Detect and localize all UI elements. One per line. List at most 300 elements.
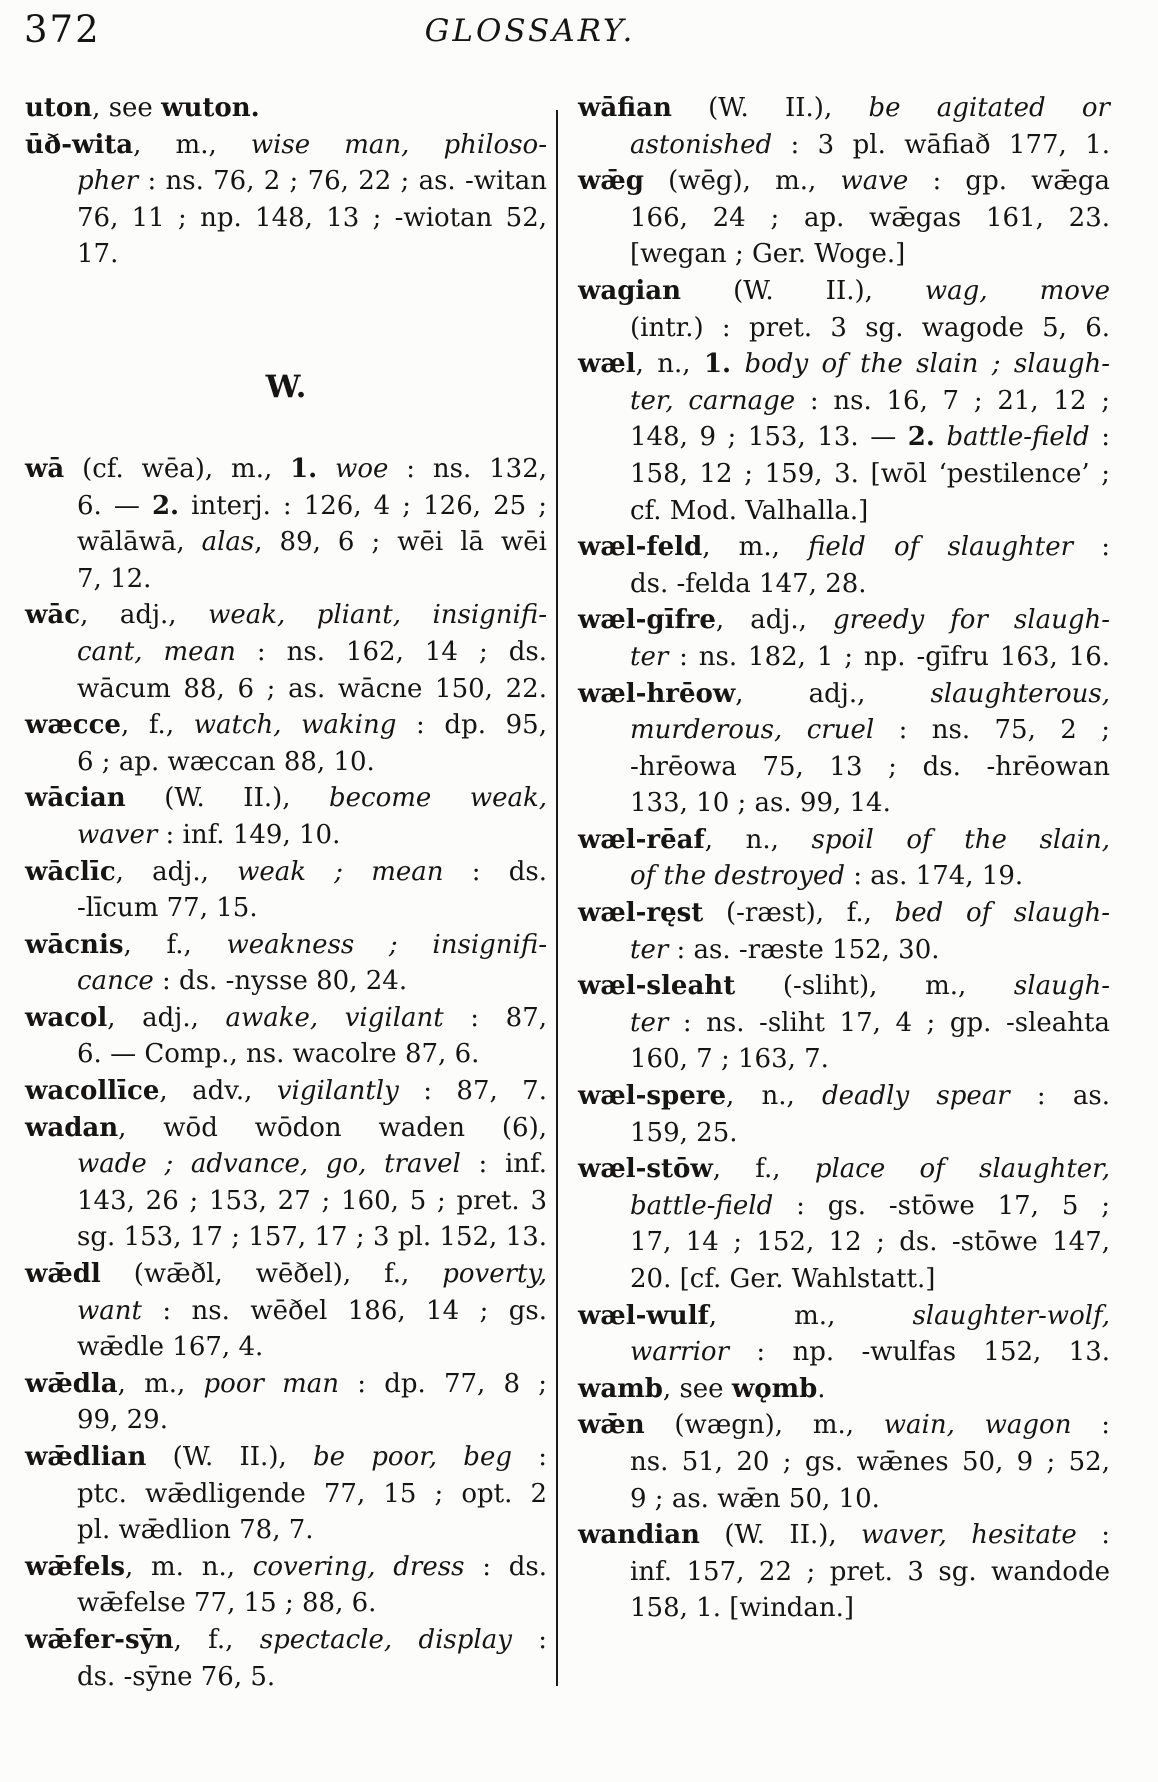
headword-or-bold-text: wæcce [25,710,121,741]
entry-text: , f., [173,1624,260,1655]
entry-line [25,1000,547,1037]
gloss-italic-text: waver, hesitate [861,1520,1077,1551]
glossary-entry [25,1110,547,1256]
entry-text: (-sliht), m., [735,971,1014,1002]
entry-text: 158, 12 ; 159, 3. [wōl ‘pestilence’ ; [630,458,1110,489]
gloss-italic-text: ter, carnage [630,385,796,416]
entry-text: : 3 pl. wāfiað 177, 1. [772,129,1110,160]
entry-line [578,1444,1110,1481]
glossary-entry [578,602,1110,675]
headword-or-bold-text: 2. [151,490,180,521]
entry-text: : [1076,1520,1110,1551]
page-number: 372 [24,8,101,51]
entry-line [578,1481,1110,1518]
entry-text: 133, 10 ; as. 99, 14. [630,788,891,819]
gloss-italic-text: wade ; advance, go, travel [77,1149,461,1180]
entry-text: sg. 153, 17 ; 157, 17 ; 3 pl. 152, 13. [77,1222,547,1253]
entry-text: (W. II.), [125,783,330,814]
entry-text: 158, 1. [windan.] [630,1593,854,1624]
entry-line [25,707,547,744]
entry-text: (cf. wēa), m., [64,453,291,484]
entry-line [25,1439,547,1476]
entry-line [578,200,1110,237]
entry-text: : 87, 7. [398,1076,547,1107]
entry-line [578,1188,1110,1225]
headword-or-bold-text: wæl-rēaf [578,824,705,855]
gloss-italic-text: wave [840,166,909,197]
glossary-entry [25,90,547,127]
headword-or-bold-text: 2. [907,422,935,453]
glossary-entry [578,346,1110,529]
entry-text: wǣdle 167, 4. [77,1332,264,1363]
headword-or-bold-text: wuton. [161,93,260,123]
gloss-italic-text: ter [630,1007,669,1038]
gloss-italic-text: wise man, philoso- [250,129,547,160]
entry-line [25,1110,547,1147]
entry-text: , adj., [735,678,931,709]
entry-line [25,561,547,598]
glossary-entry [578,895,1110,968]
entry-line [25,127,547,164]
glossary-entry [25,451,547,597]
entry-line [578,163,1110,200]
headword-or-bold-text: wāc [25,600,81,631]
entry-text [731,349,744,379]
gloss-italic-text: cant, mean [77,636,236,667]
headword-or-bold-text: wā [25,453,65,484]
entry-line [25,1073,547,1110]
entry-line [578,456,1110,493]
gloss-italic-text: spectacle, display [259,1624,512,1655]
headword-or-bold-text: uton [25,93,93,123]
entry-text: -līcum 77, 15. [77,893,258,924]
gloss-italic-text: battle-field [630,1190,774,1221]
running-head: GLOSSARY. [424,13,636,49]
entry-text: : gp. wǣga [908,166,1110,197]
gloss-italic-text: slaughter-wolf, [912,1300,1110,1331]
entry-text: 6 ; ap. wæccan 88, 10. [77,746,375,777]
entry-line [25,524,547,561]
entry-line [578,1298,1110,1335]
entry-text: (intr.) : pret. 3 sg. wagode 5, 6. [630,312,1110,343]
entry-line [578,566,1110,603]
headword-or-bold-text: wǣg [578,166,644,197]
entry-text: : np. -wulfas 152, 13. [729,1337,1110,1368]
gloss-italic-text: battle-field [946,422,1090,453]
entry-text: : ns. -sliht 17, 4 ; gp. -sleahta [668,1007,1110,1038]
entry-text: , wōd wōdon waden (6), [118,1112,547,1143]
entry-line [578,127,1110,164]
glossary-entry [578,968,1110,1078]
headword-or-bold-text: 1. [290,453,318,484]
headword-or-bold-text: wǣfels [25,1551,125,1582]
entry-line [25,597,547,634]
gloss-italic-text: greedy for slaugh- [832,605,1110,636]
entry-text: : [1089,422,1110,453]
entry-line [25,1036,547,1073]
entry-line [578,1078,1110,1115]
entry-text: [wegan ; Ger. Woge.] [630,239,906,270]
headword-or-bold-text: wæl [578,349,636,380]
entry-line [25,1219,547,1256]
entry-text: : dp. 95, [396,710,547,741]
entry-line [578,529,1110,566]
entry-text: , n., [726,1081,822,1112]
entry-line [25,451,547,488]
headword-or-bold-text: ūð-wita [25,129,134,160]
gloss-italic-text: waver [77,819,158,850]
entry-line [578,858,1110,895]
headword-or-bold-text: wǣn [578,1410,645,1441]
entry-line [25,163,547,200]
glossary-entry [25,927,547,1000]
entry-text: (W. II.), [699,1520,862,1551]
entry-text: 6. — [77,490,152,521]
entry-text: : ds. -nysse 80, 24. [153,966,408,997]
column-divider-rule [556,110,558,1686]
glossary-entry [578,1078,1110,1151]
entry-text: , 89, 6 ; wēi lā wēi [254,527,548,558]
headword-or-bold-text: wācnis [25,929,124,960]
entry-line [25,1622,547,1659]
entry-line [578,346,1110,383]
entry-line [25,890,547,927]
entry-line [578,1115,1110,1152]
entry-text: (W. II.), [146,1442,313,1472]
entry-line [25,1293,547,1330]
entry-line [578,749,1110,786]
entry-line [578,1224,1110,1261]
entry-text: ptc. wǣdligende 77, 15 ; opt. 2 [77,1478,547,1509]
headword-or-bold-text: wǣfer-sȳn [25,1624,174,1655]
glossary-entry [578,1407,1110,1517]
entry-line [578,1407,1110,1444]
gloss-italic-text: wag, move [924,275,1110,306]
gloss-italic-text: pher [77,166,139,197]
headword-or-bold-text: wǣdla [25,1368,118,1399]
gloss-italic-text: cance [77,966,154,997]
headword-or-bold-text: wæl-feld [578,532,703,563]
gloss-italic-text: weak, pliant, insignifi- [208,600,547,631]
gloss-italic-text: woe [335,453,389,484]
headword-or-bold-text: wāclīc [25,856,116,887]
entry-text: . [817,1373,826,1404]
entry-line [25,200,547,273]
entry-text: , adv., [159,1076,277,1107]
glossary-entry [25,1256,547,1366]
gloss-italic-text: deadly spear [821,1081,1010,1112]
glossary-entry [578,1151,1110,1297]
entry-text: (W. II.), [671,93,869,123]
gloss-italic-text: be agitated or [868,93,1110,123]
entry-text: 99, 29. [77,1405,168,1436]
headword-or-bold-text: wæl-wulf [578,1300,709,1331]
gloss-italic-text: slaughterous, [930,678,1110,709]
headword-or-bold-text: wāfian [578,93,672,123]
entry-line [25,1549,547,1586]
gloss-italic-text: poor man [203,1368,340,1399]
gloss-italic-text: bed of slaugh- [894,898,1111,929]
entry-text: , adj., [107,1002,226,1033]
entry-text: 159, 25. [630,1117,738,1148]
entry-text: : [511,1442,547,1472]
entry-line [578,932,1110,969]
section-heading: W. [265,368,307,405]
entry-text: : ns. 75, 2 ; [874,715,1110,746]
entry-text: : inf. [460,1149,548,1180]
entry-text: cf. Mod. Valhalla.] [630,495,869,526]
entry-text: : ns. 16, 7 ; 21, 12 ; [795,385,1110,416]
entry-text: : ds. [464,1551,547,1582]
glossary-entry [578,1371,1110,1408]
gloss-italic-text: spoil of the slain, [811,824,1111,855]
entry-text: , f., [123,929,227,960]
glossary-entry [578,676,1110,822]
entry-line [578,1005,1110,1042]
entry-line [25,1256,547,1293]
entry-line [25,1402,547,1439]
entry-text: : as. 174, 19. [845,861,1024,892]
entry-text: : gs. -stōwe 17, 5 ; [773,1190,1110,1221]
entry-line [578,676,1110,713]
glossary-entry [25,1549,547,1622]
entry-text: wǣfelse 77, 15 ; 88, 6. [77,1588,377,1619]
glossary-entry [578,1517,1110,1627]
headword-or-bold-text: wæl-hrēow [578,678,736,709]
entry-line [578,602,1110,639]
entry-text: , m. n., [124,1551,253,1582]
entry-line [25,1366,547,1403]
entry-text: , n., [635,349,704,380]
entry-text: wālāwā, [77,527,202,558]
glossary-entry [578,90,1110,163]
entry-line [578,493,1110,530]
entry-text: : inf. 149, 10. [157,819,341,850]
entry-text: , n., [704,824,812,855]
headword-or-bold-text: wacollīce [25,1076,160,1107]
entry-line [25,671,547,708]
gloss-italic-text: ter [630,934,669,965]
glossary-entry [25,1439,547,1549]
entry-text: : dp. 77, 8 ; [339,1368,548,1399]
entry-line [578,1517,1110,1554]
entry-line [25,854,547,891]
headword-or-bold-text: wæl-gīfre [578,605,716,636]
entry-text: (wǣðl, wēðel), f., [100,1259,443,1290]
headword-or-bold-text: wācian [25,783,126,814]
gloss-italic-text: warrior [630,1337,730,1368]
entry-text: ds. -felda 147, 28. [630,568,867,599]
entry-line [578,90,1110,127]
entry-line [25,488,547,525]
gloss-italic-text: watch, waking [193,710,397,741]
entry-line [25,90,547,127]
entry-text: : 87, [443,1002,547,1033]
entry-text: wācum 88, 6 ; as. wācne 150, 22. [77,673,547,704]
entry-line [578,712,1110,749]
gloss-italic-text: slaugh- [1013,971,1110,1002]
gloss-italic-text: wain, wagon [883,1410,1072,1441]
headword-or-bold-text: wagian [578,275,682,306]
entry-text: ns. 51, 20 ; gs. wǣnes 50, 9 ; 52, [630,1446,1110,1477]
glossary-entry [25,127,547,273]
entry-line [578,1261,1110,1298]
entry-text: : ds. [443,856,547,887]
entry-text: , m., [117,1368,204,1399]
entry-line [25,963,547,1000]
entry-line [578,1334,1110,1371]
entry-text: pl. wǣdlion 78, 7. [77,1515,314,1546]
entry-line [25,927,547,964]
headword-or-bold-text: wǣdl [25,1259,101,1290]
entry-text: : ns. 182, 1 ; np. -gīfru 163, 16. [668,641,1110,672]
entry-text: : ns. wēðel 186, 14 ; gs. [141,1295,547,1326]
entry-text: , m., [702,532,809,563]
entry-text: : as. -ræste 152, 30. [668,934,940,965]
entry-text: inf. 157, 22 ; pret. 3 sg. wandode [630,1556,1110,1587]
entry-line [25,1146,547,1183]
glossary-entry [25,1000,547,1073]
entry-text: , adj., [715,605,833,636]
headword-or-bold-text: wǣdlian [25,1442,147,1472]
entry-text: 76, 11 ; np. 148, 13 ; -wiotan 52, 17. [77,202,547,270]
headword-or-bold-text: wæl-sleaht [578,971,736,1002]
entry-text: (-ræst), f., [703,898,895,929]
gloss-italic-text: covering, dress [252,1551,465,1582]
entry-text: (W. II.), [681,275,925,306]
entry-text: 20. [cf. Ger. Wahlstatt.] [630,1264,936,1294]
entry-text: (wēg), m., [643,166,841,197]
headword-or-bold-text: wæl-stōw [578,1154,713,1185]
entry-text: : [1073,532,1110,563]
entry-text: 9 ; as. wǣn 50, 10. [630,1483,880,1514]
entry-text: 166, 24 ; ap. wǣgas 161, 23. [630,202,1110,233]
gloss-italic-text: murderous, cruel [630,715,875,746]
entry-line [25,1476,547,1513]
entry-line [578,1151,1110,1188]
entry-line [578,895,1110,932]
entry-line [578,1371,1110,1408]
glossary-entry [578,1298,1110,1371]
gloss-italic-text: be poor, beg [312,1442,512,1472]
glossary-entry [25,1622,547,1695]
entry-text: : ns. 132, [388,453,548,484]
entry-line [578,785,1110,822]
glossary-entry [578,273,1110,346]
glossary-entry [25,707,547,780]
entry-line [25,1183,547,1220]
gloss-italic-text: body of the slain ; slaugh- [744,349,1110,380]
gloss-italic-text: want [77,1295,142,1326]
entry-line [578,1554,1110,1591]
right-column [578,90,1110,1627]
gloss-italic-text: field of slaughter [808,532,1074,563]
entry-text: ds. -sȳne 76, 5. [77,1661,276,1692]
gloss-italic-text: of the destroyed [630,861,846,892]
entry-line [578,419,1110,456]
entry-line [578,273,1110,310]
headword-or-bold-text: wandian [578,1520,700,1551]
entry-text: 7, 12. [77,563,152,594]
entry-text: : ns. 76, 2 ; 76, 22 ; as. -witan [138,166,547,197]
entry-line [578,639,1110,676]
gloss-italic-text: weakness ; insignifi- [226,929,547,960]
entry-text: 6. — Comp., ns. wacolre 87, 6. [77,1039,480,1070]
gloss-italic-text: vigilantly [276,1076,399,1107]
glossary-entry [578,529,1110,602]
entry-text: , m., [708,1300,913,1331]
entry-line [25,817,547,854]
gloss-italic-text: weak ; mean [237,856,444,887]
left-column [25,90,547,1695]
glossary-entry [578,163,1110,273]
entry-text: 143, 26 ; 153, 27 ; 160, 5 ; pret. 3 [77,1185,547,1216]
gloss-italic-text: become weak, [329,783,547,814]
headword-or-bold-text: wæl-spere [578,1081,727,1112]
gloss-italic-text: ter [630,641,669,672]
headword-or-bold-text: 1. [703,349,732,380]
entry-line [578,1590,1110,1627]
entry-line [578,1041,1110,1078]
entry-text: : as. [1009,1081,1110,1112]
headword-or-bold-text: wacol [25,1002,108,1033]
entry-text: (wægn), m., [644,1410,884,1441]
entry-line [578,968,1110,1005]
gloss-italic-text: alas [201,527,255,558]
headword-or-bold-text: wǫmb [731,1373,818,1404]
entry-line [25,1585,547,1622]
headword-or-bold-text: wamb [578,1373,663,1404]
entry-text: , m., [133,129,251,160]
glossary-entry [25,597,547,707]
entry-line [25,780,547,817]
entry-text: , see [662,1373,732,1404]
entry-text: 17, 14 ; 152, 12 ; ds. -stōwe 147, [630,1227,1110,1258]
entry-text: 160, 7 ; 163, 7. [630,1044,829,1075]
entry-text: , adj., [80,600,209,631]
entry-line [25,1329,547,1366]
entry-line [25,1659,547,1696]
entry-text: : [1071,1410,1110,1441]
entry-text: , see [92,93,162,123]
entry-text: : ns. 162, 14 ; ds. [235,636,548,667]
headword-or-bold-text: wadan [25,1112,119,1143]
entry-text: , adj., [115,856,238,887]
gloss-italic-text: awake, vigilant [225,1002,444,1033]
entry-line [25,1512,547,1549]
glossary-entry [25,1366,547,1439]
gloss-italic-text: astonished [630,129,773,160]
entry-text: 148, 9 ; 153, 13. — [630,422,908,453]
entry-line [578,236,1110,273]
entry-text: , f., [120,710,194,741]
entry-text [317,454,335,484]
headword-or-bold-text: wæl-ręst [578,898,704,929]
entry-text: : [511,1624,547,1655]
entry-text: -hrēowa 75, 13 ; ds. -hrēowan [630,751,1110,782]
gloss-italic-text: poverty, [442,1259,547,1290]
entry-text: , f., [712,1154,815,1185]
glossary-entry [25,780,547,853]
entry-text: interj. : 126, 4 ; 126, 25 ; [179,490,547,521]
entry-line [578,310,1110,347]
glossary-entry [25,1073,547,1110]
entry-line [578,383,1110,420]
gloss-italic-text: place of slaughter, [814,1154,1110,1185]
glossary-entry [578,822,1110,895]
entry-line [25,744,547,781]
entry-line [578,822,1110,859]
